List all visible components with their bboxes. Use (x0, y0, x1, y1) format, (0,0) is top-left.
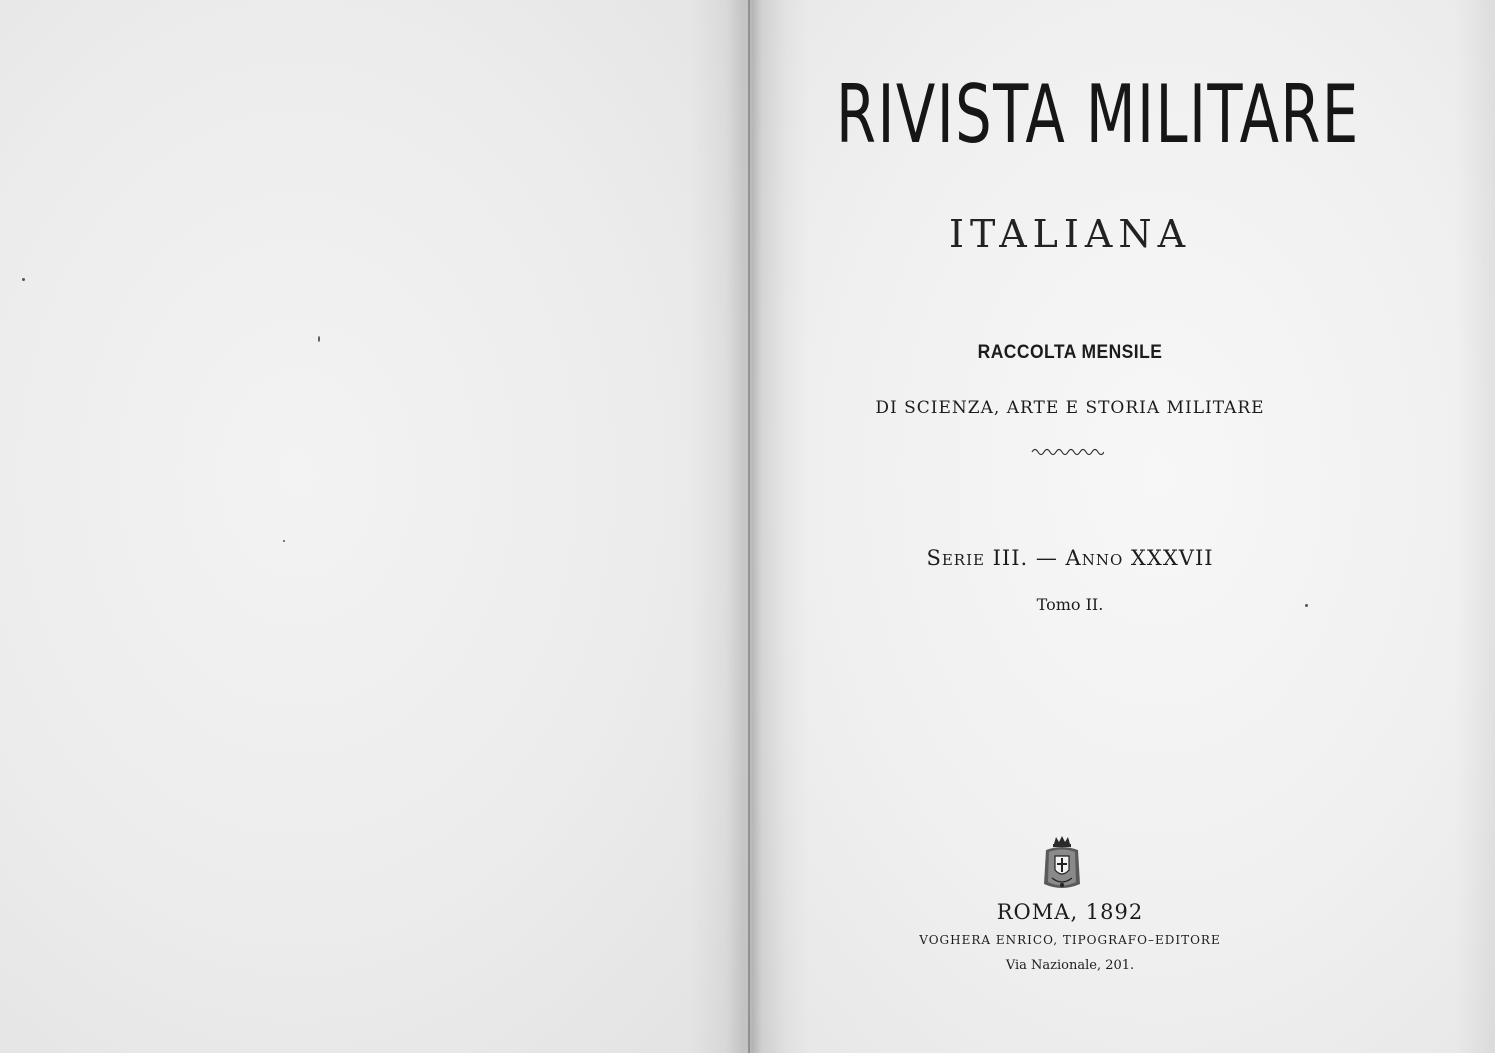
publisher-line: VOGHERA ENRICO, TIPOGRAFO–EDITORE (919, 933, 1221, 947)
paper-speck (318, 336, 320, 342)
paper-speck (22, 278, 25, 281)
book-spine-line (748, 0, 750, 1053)
publisher-address: Via Nazionale, 201. (1005, 958, 1135, 973)
place-and-year: ROMA, 1892 (996, 900, 1144, 924)
subject-line: DI SCIENZA, ARTE E STORIA MILITARE (875, 398, 1265, 418)
coat-of-arms-icon (1042, 834, 1082, 894)
paper-speck (283, 540, 285, 542)
book-gutter-shadow (690, 0, 810, 1053)
collection-heading: RACCOLTA MENSILE (977, 342, 1163, 363)
left-blank-page (0, 0, 745, 1053)
journal-title: RIVISTA MILITARE (836, 68, 1360, 161)
wavy-rule-ornament (1030, 443, 1104, 457)
volume-line: Tomo II. (1036, 595, 1104, 614)
page-edge-shadow (1455, 0, 1495, 1053)
series-year-line: Serie III. — Anno XXXVII (926, 546, 1214, 570)
journal-subtitle: ITALIANA (948, 212, 1192, 256)
